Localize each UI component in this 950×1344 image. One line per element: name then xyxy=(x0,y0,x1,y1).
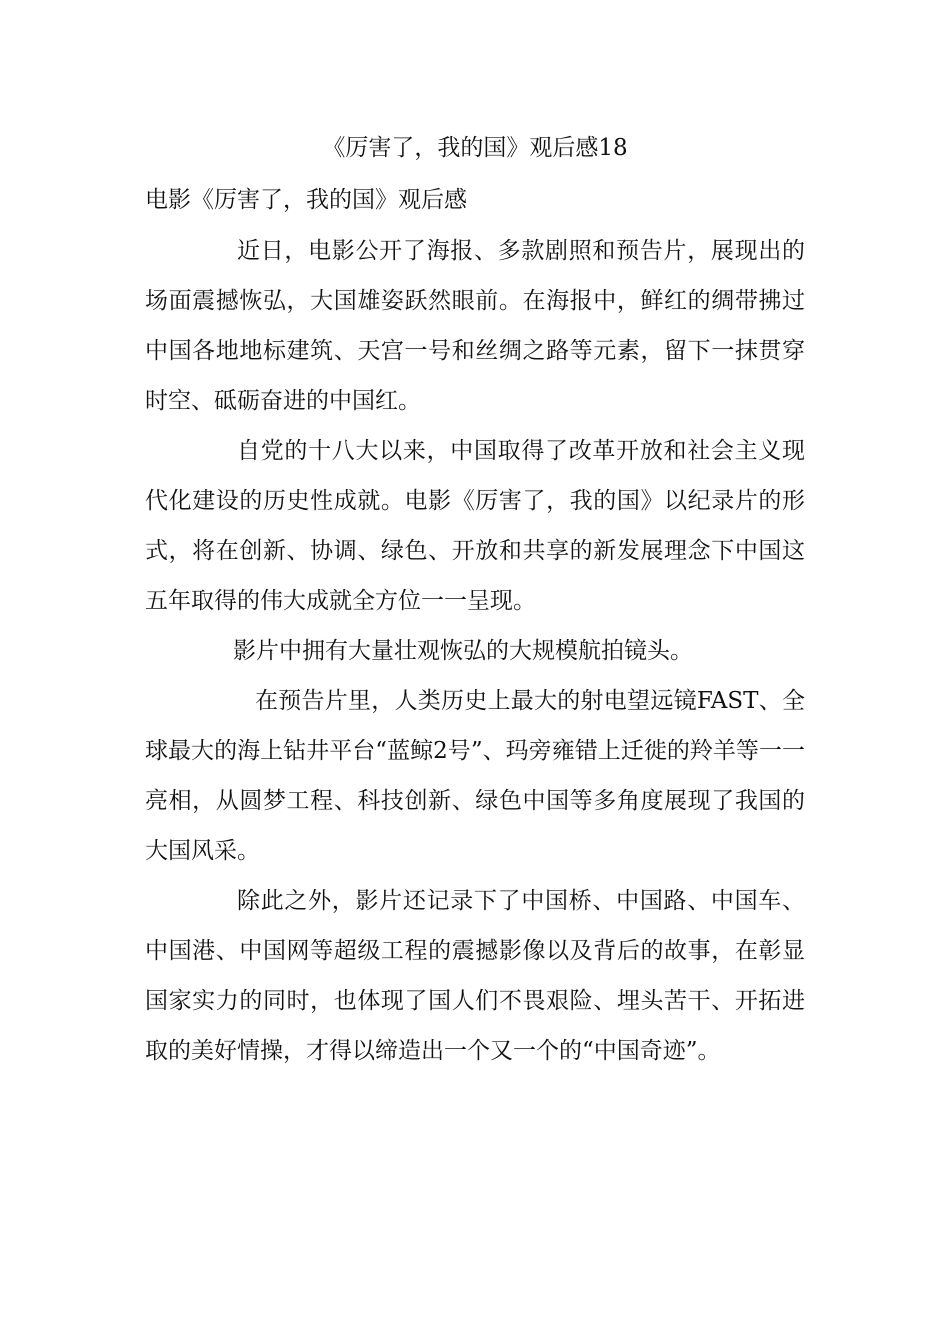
document-subtitle: 电影《厉害了，我的国》观后感 xyxy=(145,187,467,213)
paragraph-3: 影片中拥有大量壮观恢弘的大规模航拍镜头。 xyxy=(233,638,693,664)
paragraph-2: 自党的十八大以来，中国取得了改革开放和社会主义现代化建设的历史性成就。电影《厉害了，我的国》以纪录片的形式，将在创新、协调、绿色、开放和共享的新发展理念下中国这五年取得的伟大成就全方位一一呈现。 xyxy=(145,438,805,614)
paragraph-1: 近日，电影公开了海报、多款剧照和预告片，展现出的场面震撼恢弘，大国雄姿跃然眼前。在海报中，鲜红的绸带拂过中国各地地标建筑、天宫一号和丝绸之路等元素，留下一抹贯穿时空、砥砺奋进的中国红。 xyxy=(145,238,805,414)
document-body xyxy=(145,226,805,1076)
document-title: 《厉害了，我的国》观后感18 xyxy=(322,135,628,161)
paragraph-5: 除此之外，影片还记录下了中国桥、中国路、中国车、中国港、中国网等超级工程的震撼影像以及背后的故事，在彰显国家实力的同时，也体现了国人们不畏艰险、埋头苦干、开拓进取的美好情操，才得以缔造出一个又一个的“中国奇迹”。 xyxy=(145,888,805,1064)
paragraph-4: 在预告片里，人类历史上最大的射电望远镜FAST、全球最大的海上钻井平台“蓝鲸2号”、玛旁雍错上迁徙的羚羊等一一亮相，从圆梦工程、科技创新、绿色中国等多角度展现了我国的大国风采。 xyxy=(145,688,805,864)
